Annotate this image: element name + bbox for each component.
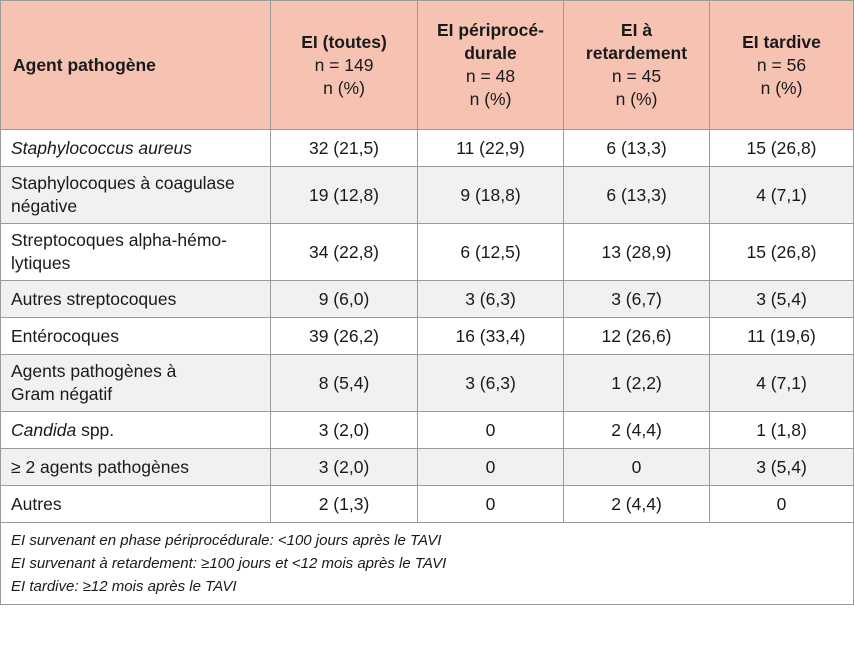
table-row <box>1 130 854 167</box>
cell-value: 11 (22,9) <box>418 130 564 167</box>
cell-value: 12 (26,6) <box>564 318 710 355</box>
header-col-unit: n (%) <box>760 77 803 98</box>
header-col-title: EI périprocé-durale <box>437 20 544 63</box>
footnote: EI survenant en phase périprocédurale: <100 jours après le TAVI <box>11 532 442 549</box>
header-label: Agent pathogène <box>1 1 271 130</box>
cell-value: 19 (12,8) <box>271 167 418 224</box>
cell-value: 1 (2,2) <box>564 355 710 412</box>
header-col-unit: n (%) <box>323 77 365 98</box>
cell-value: 0 <box>418 412 564 449</box>
cell-value: 0 <box>564 449 710 486</box>
cell-value: 15 (26,8) <box>710 224 854 281</box>
cell-value: 3 (5,4) <box>710 449 854 486</box>
table-row <box>1 486 854 523</box>
cell-value: 0 <box>418 449 564 486</box>
cell-value: 32 (21,5) <box>271 130 418 167</box>
cell-value: 3 (6,3) <box>418 355 564 412</box>
footnote: EI survenant à retardement: ≥100 jours et <12 mois après le TAVI <box>11 555 447 572</box>
header-col-n: n = 56 <box>756 54 807 75</box>
row-label: Autres <box>1 486 271 523</box>
header-col-delayed <box>564 1 710 130</box>
footnote-row <box>1 523 854 605</box>
cell-value: 9 (18,8) <box>418 167 564 224</box>
header-col-n: n = 48 <box>465 66 516 86</box>
header-col-all <box>271 1 418 130</box>
table-row <box>1 167 854 224</box>
cell-value: 3 (6,7) <box>564 281 710 318</box>
cell-value: 15 (26,8) <box>710 130 854 167</box>
cell-value: 16 (33,4) <box>418 318 564 355</box>
cell-value: 9 (6,0) <box>271 281 418 318</box>
row-label: Autres streptocoques <box>1 281 271 318</box>
cell-value: 8 (5,4) <box>271 355 418 412</box>
cell-value: 13 (28,9) <box>564 224 710 281</box>
cell-value: 0 <box>710 486 854 523</box>
header-col-title: EI à retardement <box>585 20 688 63</box>
row-label <box>1 412 271 449</box>
row-label-italic: Candida <box>11 419 77 440</box>
cell-value: 6 (13,3) <box>564 167 710 224</box>
footnote: EI tardive: ≥12 mois après le TAVI <box>11 578 237 595</box>
table-row <box>1 412 854 449</box>
row-label: Entérocoques <box>1 318 271 355</box>
cell-value: 3 (6,3) <box>418 281 564 318</box>
table-row <box>1 281 854 318</box>
header-row <box>1 1 854 130</box>
header-col-unit: n (%) <box>469 89 512 109</box>
header-col-title: EI tardive <box>742 31 821 52</box>
cell-value: 4 (7,1) <box>710 167 854 224</box>
cell-value: 3 (2,0) <box>271 449 418 486</box>
header-col-late <box>710 1 854 130</box>
table-row <box>1 355 854 412</box>
row-label: Staphylocoques à coagulase négative <box>1 167 271 224</box>
cell-value: 39 (26,2) <box>271 318 418 355</box>
table-row <box>1 449 854 486</box>
header-col-n: n = 149 <box>314 54 374 75</box>
cell-value: 11 (19,6) <box>710 318 854 355</box>
header-col-unit: n (%) <box>615 89 658 109</box>
row-label: Agents pathogènes à Gram négatif <box>1 355 271 412</box>
header-col-title: EI (toutes) <box>301 31 387 52</box>
cell-value: 2 (1,3) <box>271 486 418 523</box>
cell-value: 1 (1,8) <box>710 412 854 449</box>
header-col-n: n = 45 <box>611 66 662 86</box>
cell-value: 2 (4,4) <box>564 486 710 523</box>
row-label: ≥ 2 agents pathogènes <box>1 449 271 486</box>
cell-value: 0 <box>418 486 564 523</box>
cell-value: 3 (5,4) <box>710 281 854 318</box>
row-label: Staphylococcus aureus <box>1 130 271 167</box>
header-col-periprocedural <box>418 1 564 130</box>
row-label-rest: spp. <box>76 419 115 440</box>
cell-value: 4 (7,1) <box>710 355 854 412</box>
cell-value: 2 (4,4) <box>564 412 710 449</box>
cell-value: 6 (13,3) <box>564 130 710 167</box>
table-row <box>1 318 854 355</box>
cell-value: 34 (22,8) <box>271 224 418 281</box>
row-label: Streptocoques alpha-hémo-lytiques <box>1 224 271 281</box>
cell-value: 3 (2,0) <box>271 412 418 449</box>
table-row <box>1 224 854 281</box>
cell-value: 6 (12,5) <box>418 224 564 281</box>
footnotes <box>1 523 854 605</box>
